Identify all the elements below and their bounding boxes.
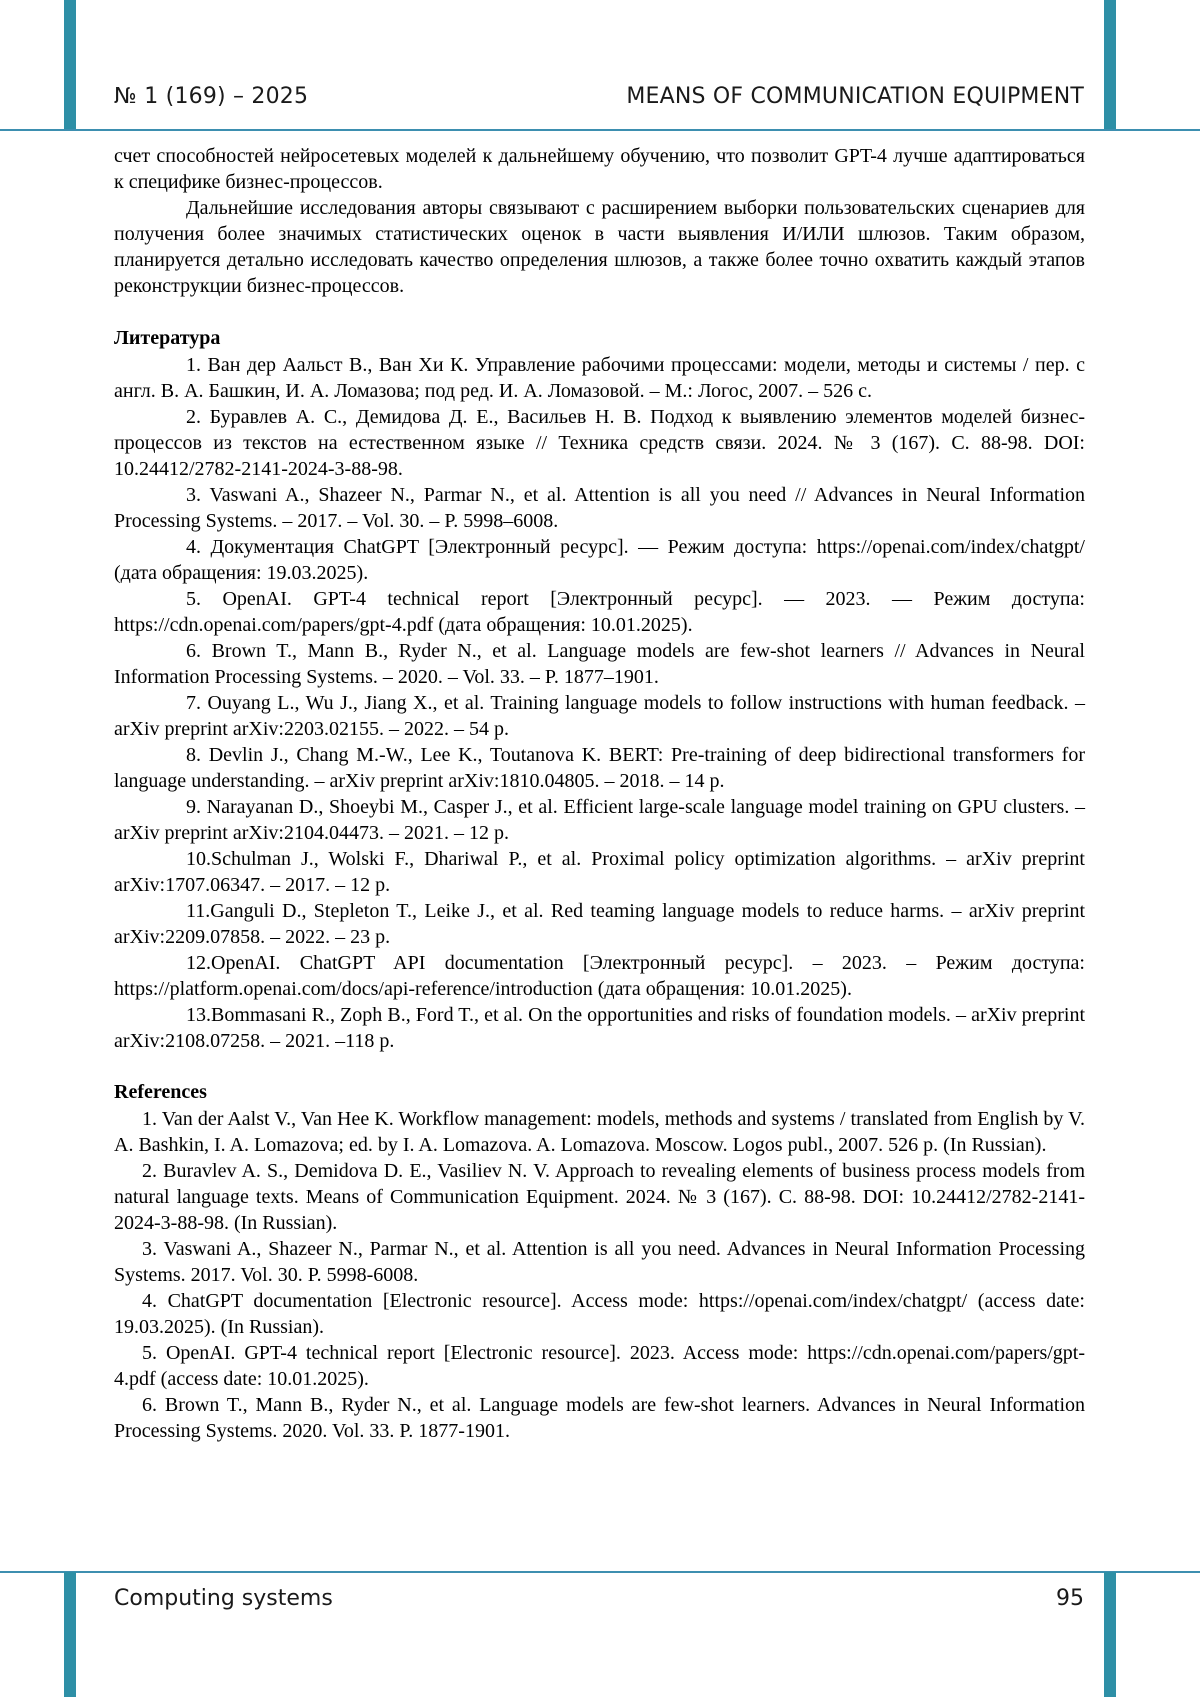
reference-item: 4. ChatGPT documentation [Electronic resource]. Access mode: https://openai.com/index/chatgpt/ (access date: 19.03.2025). (In Russian). — [114, 1290, 1085, 1338]
issue-number: № 1 (169) – 2025 — [114, 84, 309, 109]
left-top-accent-bar — [64, 0, 76, 130]
running-footer — [114, 1586, 1084, 1611]
literature-item: 5. OpenAI. GPT-4 technical report [Электронный ресурс]. — 2023. — Режим доступа: https://cdn.openai.com/papers/gpt-4.pdf (дата обращения: 10.01.2025). — [114, 588, 1085, 636]
body-paragraph: счет способностей нейросетевых моделей к дальнейшему обучению, что позволит GPT-4 лучше адаптироваться к специфике бизнес-процессов. — [114, 145, 1085, 193]
literature-item: 13.Bommasani R., Zoph B., Ford T., et al. On the opportunities and risks of foundation models. – arXiv preprint arXiv:2108.07258. – 2021. –118 p. — [114, 1004, 1085, 1052]
literature-item: 10.Schulman J., Wolski F., Dhariwal P., et al. Proximal policy optimization algorithms. – arXiv preprint arXiv:1707.06347. – 2017. – 12 p. — [114, 848, 1085, 896]
literature-item: 7. Ouyang L., Wu J., Jiang X., et al. Training language models to follow instructions with human feedback. – arXiv preprint arXiv:2203.02155. – 2022. – 54 p. — [114, 692, 1085, 740]
literature-item: 12.OpenAI. ChatGPT API documentation [Электронный ресурс]. – 2023. – Режим доступа: https://platform.openai.com/docs/api-reference/introduction (дата обращения: 10.01.2025). — [114, 952, 1085, 1000]
literature-item: 1. Ван дер Аальст В., Ван Хи К. Управление рабочими процессами: модели, методы и системы / пер. с англ. В. А. Башкин, И. А. Ломазова; под ред. И. А. Ломазовой. – М.: Логос, 2007. – 526 с. — [114, 354, 1085, 402]
reference-item: 5. OpenAI. GPT-4 technical report [Electronic resource]. 2023. Access mode: https://cdn.openai.com/papers/gpt-4.pdf (access date: 10.01.2025). — [114, 1342, 1085, 1390]
references-list — [114, 1106, 1085, 1444]
references-heading: References — [114, 1081, 207, 1103]
footer-rule — [0, 1571, 1200, 1573]
literature-item: 6. Brown T., Mann B., Ryder N., et al. Language models are few-shot learners // Advances in Neural Information Processing Systems. – 2020. – Vol. 33. – P. 1877–1901. — [114, 640, 1085, 688]
left-bottom-accent-bar — [64, 1572, 76, 1697]
reference-item: 2. Buravlev A. S., Demidova D. E., Vasiliev N. V. Approach to revealing elements of business process models from natural language texts. Means of Communication Equipment. 2024. № 3 (167). С. 88-98. DOI: 10.24412/2782-2141-2024-3-88-98. (In Russian). — [114, 1160, 1085, 1234]
running-header — [114, 84, 1084, 109]
literature-item: 2. Буравлев А. С., Демидова Д. Е., Васильев Н. В. Подход к выявлению элементов моделей бизнес-процессов из текстов на естественном языке // Техника средств связи. 2024. № 3 (167). С. 88-98. DOI: 10.24412/2782-2141-2024-3-88-98. — [114, 406, 1085, 480]
right-bottom-accent-bar — [1104, 1572, 1116, 1697]
journal-title: MEANS OF COMMUNICATION EQUIPMENT — [626, 84, 1084, 109]
section-name: Computing systems — [114, 1586, 333, 1611]
right-top-accent-bar — [1104, 0, 1116, 130]
literature-item: 3. Vaswani A., Shazeer N., Parmar N., et al. Attention is all you need // Advances in Neural Information Processing Systems. – 2017. – Vol. 30. – P. 5998–6008. — [114, 484, 1085, 532]
header-rule — [0, 129, 1200, 131]
page-number: 95 — [1056, 1586, 1084, 1611]
body-paragraph: Дальнейшие исследования авторы связывают с расширением выборки пользовательских сценариев для получения более значимых статистических оценок в части выявления И/ИЛИ шлюзов. Таким образом, планируется детально исследовать качество определения шлюзов, а также более точно охватить каждый этапов реконструкции бизнес-процессов. — [114, 197, 1085, 297]
literature-item: 11.Ganguli D., Stepleton T., Leike J., et al. Red teaming language models to reduce harms. – arXiv preprint arXiv:2209.07858. – 2022. – 23 p. — [114, 900, 1085, 948]
literature-item: 8. Devlin J., Chang M.-W., Lee K., Toutanova K. BERT: Pre-training of deep bidirectional transformers for language understanding. – arXiv preprint arXiv:1810.04805. – 2018. – 14 p. — [114, 744, 1085, 792]
literature-list — [114, 352, 1085, 1054]
literature-heading: Литература — [114, 327, 221, 349]
reference-item: 3. Vaswani A., Shazeer N., Parmar N., et al. Attention is all you need. Advances in Neural Information Processing Systems. 2017. Vol. 30. P. 5998-6008. — [114, 1238, 1085, 1286]
literature-item: 9. Narayanan D., Shoeybi M., Casper J., et al. Efficient large-scale language model training on GPU clusters. – arXiv preprint arXiv:2104.04473. – 2021. – 12 p. — [114, 796, 1085, 844]
reference-item: 1. Van der Aalst V., Van Hee K. Workflow management: models, methods and systems / translated from English by V. A. Bashkin, I. A. Lomazova; ed. by I. A. Lomazova. A. Lomazova. Moscow. Logos publ., 2007. 526 p. (In Russian). — [114, 1108, 1085, 1156]
page-content — [114, 143, 1085, 1444]
literature-item: 4. Документация ChatGPT [Электронный ресурс]. — Режим доступа: https://openai.com/index/chatgpt/ (дата обращения: 19.03.2025). — [114, 536, 1085, 584]
reference-item: 6. Brown T., Mann B., Ryder N., et al. Language models are few-shot learners. Advances in Neural Information Processing Systems. 2020. Vol. 33. P. 1877-1901. — [114, 1394, 1085, 1442]
